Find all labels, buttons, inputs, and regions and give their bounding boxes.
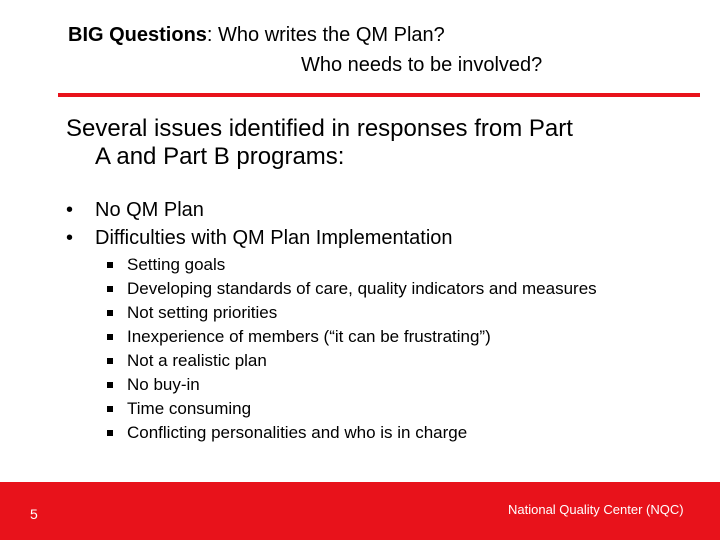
title-question-2: Who needs to be involved? — [301, 54, 543, 76]
square-bullet-icon — [107, 262, 113, 268]
main-bullet-list — [66, 196, 453, 252]
main-bullet — [66, 196, 453, 224]
main-bullet — [66, 224, 453, 252]
main-bullet-text: Difficulties with QM Plan Implementation — [95, 227, 453, 249]
intro-line-1: Several issues identified in responses from Part — [66, 115, 573, 142]
slide-title — [68, 21, 445, 49]
bullet-dot-icon: • — [66, 199, 74, 221]
sub-bullet-text: Not setting priorities — [127, 303, 278, 322]
page-number: 5 — [30, 506, 38, 522]
square-bullet-icon — [107, 310, 113, 316]
sub-bullet-text: Developing standards of care, quality indicators and measures — [127, 279, 597, 298]
main-bullet-text: No QM Plan — [95, 199, 204, 221]
sub-bullet — [104, 373, 604, 397]
sub-bullet — [104, 421, 604, 445]
intro-text — [66, 115, 686, 171]
square-bullet-icon — [107, 334, 113, 340]
sub-bullet-text: Setting goals — [127, 255, 226, 274]
footer-organization: National Quality Center (NQC) — [508, 502, 684, 517]
title-emphasis: BIG Questions — [68, 24, 207, 46]
sub-bullet-text: Inexperience of members (“it can be frustrating”) — [127, 327, 491, 346]
sub-bullet-text: Conflicting personalities and who is in charge — [127, 423, 468, 442]
title-question-1: : Who writes the QM Plan? — [206, 24, 445, 46]
bullet-dot-icon: • — [66, 227, 74, 249]
square-bullet-icon — [107, 406, 113, 412]
square-bullet-icon — [107, 382, 113, 388]
sub-bullet — [104, 325, 604, 349]
sub-bullet — [104, 253, 604, 277]
sub-bullet — [104, 397, 604, 421]
intro-line-2: A and Part B programs: — [95, 143, 345, 170]
square-bullet-icon — [107, 358, 113, 364]
sub-bullet — [104, 301, 604, 325]
sub-bullet-list — [104, 253, 604, 445]
sub-bullet-text: No buy-in — [127, 375, 200, 394]
sub-bullet — [104, 349, 604, 373]
title-divider — [58, 93, 700, 97]
square-bullet-icon — [107, 430, 113, 436]
square-bullet-icon — [107, 286, 113, 292]
sub-bullet — [104, 277, 604, 301]
sub-bullet-text: Time consuming — [127, 399, 252, 418]
sub-bullet-text: Not a realistic plan — [127, 351, 267, 370]
